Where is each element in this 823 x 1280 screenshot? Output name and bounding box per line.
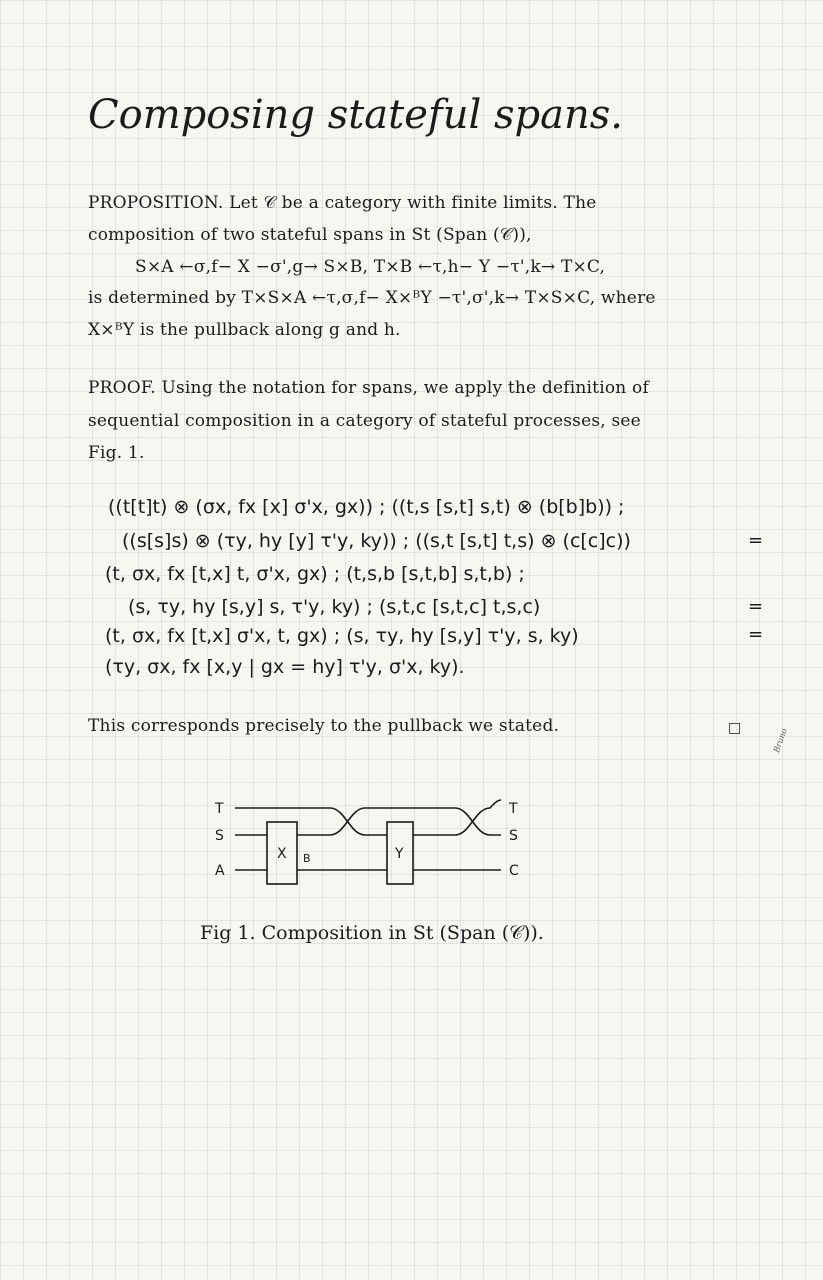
proof-line-3: Fig. 1. bbox=[88, 443, 145, 463]
right-label-t: T bbox=[509, 801, 518, 817]
left-label-t: T bbox=[215, 801, 224, 817]
proposition-line-4: is determined by T×S×A ←τ,σ,f− X×ᴮY −τ',σ',k→ T×S×C, where bbox=[88, 288, 656, 308]
qed-square: □ bbox=[728, 720, 742, 736]
signature: Bruno bbox=[771, 727, 789, 754]
proposition-line-2: composition of two stateful spans in St (Span (𝒞)), bbox=[88, 225, 532, 245]
proposition-line-3: S×A ←σ,f− X −σ',g→ S×B, T×B ←τ,h− Y −τ',k→ T×C, bbox=[135, 257, 606, 277]
equation-line-6: (τy, σx, fx [x,y | gx = hy] τ'y, σ'x, ky). bbox=[105, 656, 465, 678]
proof-line-1: PROOF. Using the notation for spans, we apply the definition of bbox=[88, 378, 649, 398]
left-label-s: S bbox=[215, 828, 224, 844]
right-label-c: C bbox=[509, 863, 519, 879]
left-label-a: A bbox=[215, 863, 225, 879]
wire-t-out bbox=[413, 800, 501, 835]
proposition-line-1: PROPOSITION. Let 𝒞 be a category with finite limits. The bbox=[88, 193, 597, 213]
equation-line-4: (s, τy, hy [s,y] s, τ'y, ky) ; (s,t,c [s,t,c] t,s,c) bbox=[128, 596, 541, 618]
figure-caption: Fig 1. Composition in St (Span (𝒞)). bbox=[200, 922, 544, 944]
wire-b-label: B bbox=[303, 852, 311, 865]
string-diagram-figure bbox=[205, 790, 535, 900]
box-y-label: Y bbox=[395, 846, 404, 862]
conclusion-text: This corresponds precisely to the pullback we stated. bbox=[88, 716, 560, 736]
page-title: Composing stateful spans. bbox=[88, 92, 623, 138]
equation-line-3: (t, σx, fx [t,x] t, σ'x, gx) ; (t,s,b [s,t,b] s,t,b) ; bbox=[105, 563, 525, 585]
equation-line-1: ((t[t]t) ⊗ (σx, fx [x] σ'x, gx)) ; ((t,s [s,t] s,t) ⊗ (b[b]b)) ; bbox=[108, 496, 625, 518]
box-x-label: X bbox=[277, 846, 287, 862]
equation-line-5: (t, σx, fx [t,x] σ'x, t, gx) ; (s, τy, hy [s,y] τ'y, s, ky) bbox=[105, 625, 579, 647]
equation-line-2: ((s[s]s) ⊗ (τy, hy [y] τ'y, ky)) ; ((s,t [s,t] t,s) ⊗ (c[c]c)) bbox=[122, 530, 631, 552]
proof-line-2: sequential composition in a category of stateful processes, see bbox=[88, 411, 641, 431]
equal-sign-3: = bbox=[748, 624, 764, 645]
wire-t-cross-1 bbox=[235, 808, 365, 835]
equal-sign-1: = bbox=[748, 530, 764, 551]
right-label-s: S bbox=[509, 828, 518, 844]
proposition-line-5: X×ᴮY is the pullback along g and h. bbox=[88, 320, 401, 340]
equal-sign-2: = bbox=[748, 596, 764, 617]
